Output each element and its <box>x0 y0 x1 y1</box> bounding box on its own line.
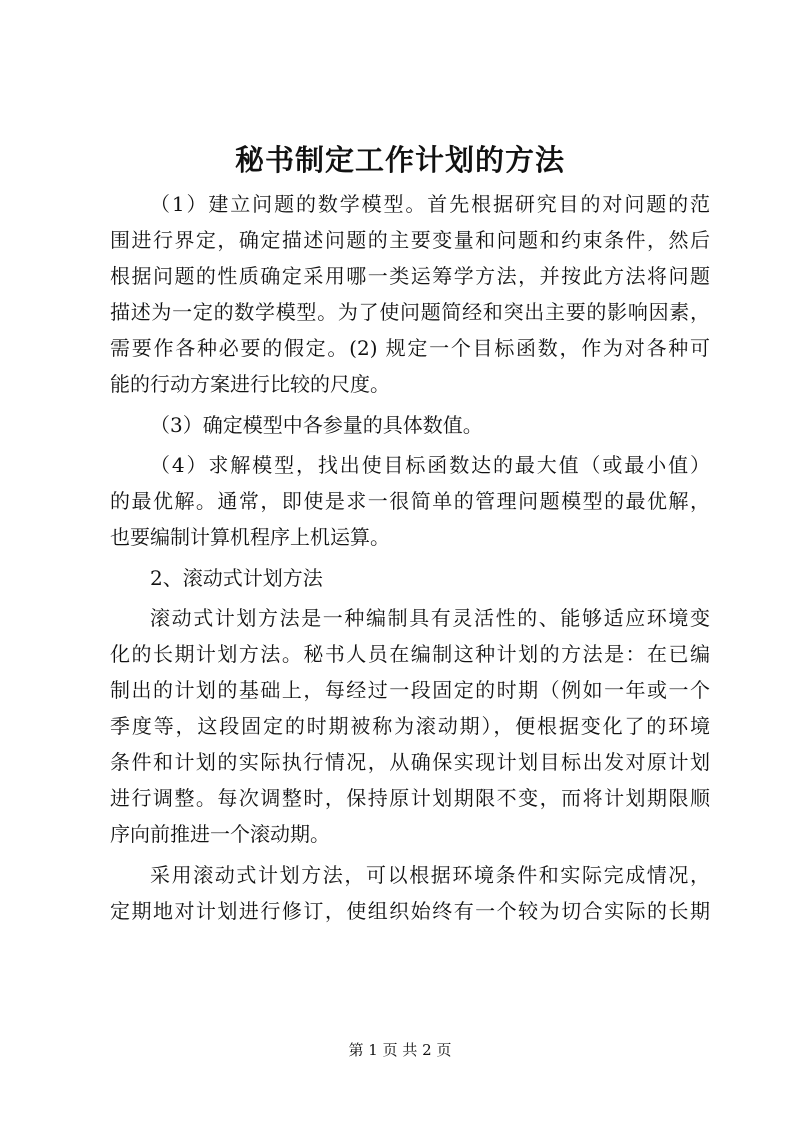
text-line: 的最优解。通常，即使是求一很简单的管理问题模型的最优解， <box>110 489 710 513</box>
paragraph-2 <box>110 407 710 443</box>
page-number-footer: 第 1 页 共 2 页 <box>348 1041 452 1059</box>
text-line: 化的长期计划方法。秘书人员在编制这种计划的方法是：在已编 <box>110 642 710 666</box>
text-line: 制出的计划的基础上，每经过一段固定的时期（例如一年或一个 <box>110 678 710 702</box>
text-line: 能的行动方案进行比较的尺度。 <box>110 372 390 396</box>
text-line: （4）求解模型，找出使目标函数达的最大值（或最小值） <box>150 453 710 477</box>
text-line: （3）确定模型中各参量的具体数值。 <box>150 412 483 437</box>
text-line: 进行调整。每次调整时，保持原计划期限不变，而将计划期限顺 <box>110 786 710 810</box>
text-line: （1）建立问题的数学模型。首先根据研究目的对问题的范 <box>150 192 710 216</box>
document-title: 秘书制定工作计划的方法 <box>234 143 565 177</box>
paragraph-5 <box>110 600 710 852</box>
paragraph-6 <box>110 857 710 929</box>
text-line: 采用滚动式计划方法，可以根据环境条件和实际完成情况， <box>150 862 710 887</box>
text-line: 需要作各种必要的假定。(2) 规定一个目标函数，作为对各种可 <box>110 336 710 360</box>
paragraph-1 <box>110 186 710 402</box>
text-line: 根据问题的性质确定采用哪一类运筹学方法，并按此方法将问题 <box>110 264 710 288</box>
text-line: 滚动式计划方法是一种编制具有灵活性的、能够适应环境变 <box>150 606 710 630</box>
text-line: 定期地对计划进行修订，使组织始终有一个较为切合实际的长期 <box>110 898 710 923</box>
document-body <box>110 186 710 929</box>
section-heading <box>110 560 710 596</box>
text-line: 条件和计划的实际执行情况，从确保实现计划目标出发对原计划 <box>110 750 710 774</box>
text-line: 也要编制计算机程序上机运算。 <box>110 525 390 549</box>
text-line: 描述为一定的数学模型。为了使问题简经和突出主要的影响因素， <box>110 300 710 324</box>
section-heading-text: 2、滚动式计划方法 <box>150 565 323 590</box>
paragraph-3 <box>110 447 710 555</box>
text-line: 围进行界定，确定描述问题的主要变量和问题和约束条件，然后 <box>110 228 710 252</box>
text-line: 序向前推进一个滚动期。 <box>110 822 330 846</box>
text-line: 季度等，这段固定的时期被称为滚动期），便根据变化了的环境 <box>110 714 710 738</box>
